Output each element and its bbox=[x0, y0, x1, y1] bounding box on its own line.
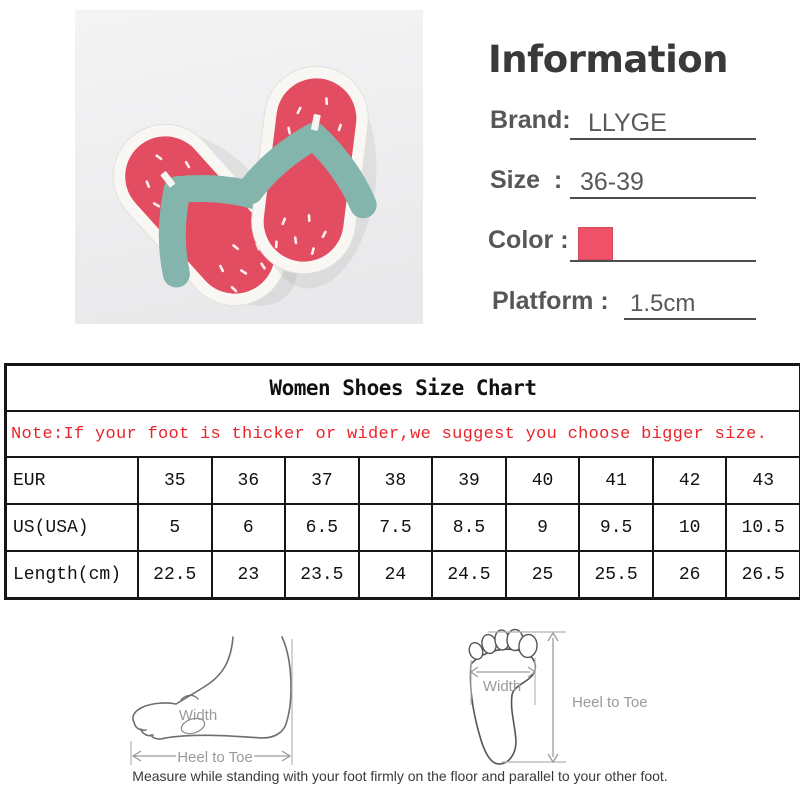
size-cell: 25.5 bbox=[580, 552, 652, 597]
platform-label: Platform : bbox=[492, 287, 609, 315]
size-row-label: US(USA) bbox=[7, 505, 137, 550]
product-photo bbox=[75, 10, 423, 324]
size-cell: 38 bbox=[360, 458, 432, 503]
size-chart-title: Women Shoes Size Chart bbox=[7, 366, 799, 410]
width-label-left: Width bbox=[178, 707, 218, 724]
size-cell: 8.5 bbox=[433, 505, 505, 550]
size-cell: 10 bbox=[654, 505, 726, 550]
size-cell: 40 bbox=[507, 458, 579, 503]
size-cell: 39 bbox=[433, 458, 505, 503]
size-row-label: Length(cm) bbox=[7, 552, 137, 597]
footprint-outline bbox=[467, 629, 538, 764]
size-cell: 5 bbox=[139, 505, 211, 550]
size-cell: 23 bbox=[213, 552, 285, 597]
size-cell: 41 bbox=[580, 458, 652, 503]
size-cell: 23.5 bbox=[286, 552, 358, 597]
size-cell: 35 bbox=[139, 458, 211, 503]
size-cell: 9 bbox=[507, 505, 579, 550]
size-cell: 24.5 bbox=[433, 552, 505, 597]
slippers-illustration bbox=[75, 10, 423, 324]
size-cell: 7.5 bbox=[360, 505, 432, 550]
heel-to-toe-label-right: Heel to Toe bbox=[572, 694, 648, 711]
size-chart-note: Note:If your foot is thicker or wider,we suggest you choose bigger size. bbox=[7, 412, 799, 456]
size-cell: 26.5 bbox=[727, 552, 799, 597]
size-cell: 43 bbox=[727, 458, 799, 503]
size-field bbox=[570, 163, 756, 199]
size-cell: 26 bbox=[654, 552, 726, 597]
size-cell: 9.5 bbox=[580, 505, 652, 550]
measure-caption: Measure while standing with your foot firmly on the floor and parallel to your other foot. bbox=[132, 768, 668, 784]
size-cell: 42 bbox=[654, 458, 726, 503]
heel-to-toe-arrow-left bbox=[131, 639, 292, 765]
size-label: Size : bbox=[490, 166, 563, 194]
heel-to-toe-label-left: Heel to Toe bbox=[177, 749, 253, 766]
platform-field bbox=[624, 284, 756, 320]
size-cell: 10.5 bbox=[727, 505, 799, 550]
size-cell: 24 bbox=[360, 552, 432, 597]
size-cell: 22.5 bbox=[139, 552, 211, 597]
size-row-label: EUR bbox=[7, 458, 137, 503]
color-label: Color : bbox=[488, 226, 569, 254]
size-cell: 37 bbox=[286, 458, 358, 503]
size-value: 36-39 bbox=[580, 167, 644, 196]
platform-value: 1.5cm bbox=[630, 289, 696, 317]
size-chart bbox=[4, 363, 800, 600]
width-label-right: Width bbox=[482, 678, 522, 695]
size-cell: 6 bbox=[213, 505, 285, 550]
brand-value: LLYGE bbox=[588, 108, 667, 137]
color-swatch bbox=[578, 227, 613, 260]
foot-measure-diagrams bbox=[0, 598, 800, 768]
size-cell: 25 bbox=[507, 552, 579, 597]
size-cell: 36 bbox=[213, 458, 285, 503]
brand-label: Brand: bbox=[490, 106, 571, 134]
brand-field bbox=[570, 104, 756, 140]
size-cell: 6.5 bbox=[286, 505, 358, 550]
info-title: Information bbox=[488, 38, 729, 81]
